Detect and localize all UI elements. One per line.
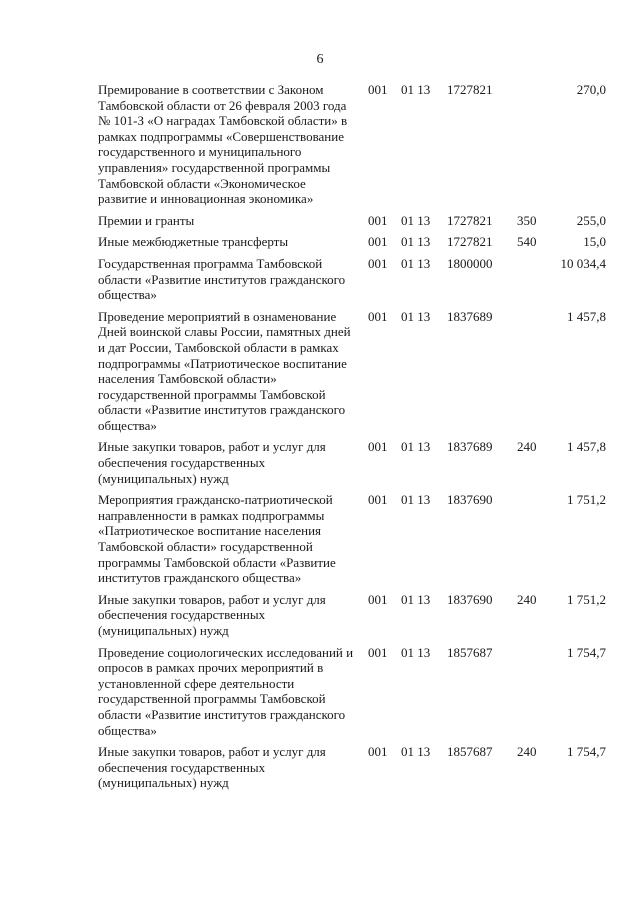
table-row <box>98 645 606 745</box>
row-section-code: 01 13 <box>401 591 431 607</box>
table-row <box>98 82 606 213</box>
row-expense-type: 540 <box>517 234 537 250</box>
row-amount: 1 754,7 <box>567 744 606 760</box>
row-target-article: 1857687 <box>447 744 493 760</box>
row-section-code: 01 13 <box>401 439 431 455</box>
row-expense-type: 350 <box>517 212 537 228</box>
row-section-code: 01 13 <box>401 234 431 250</box>
row-name: Мероприятия гражданско-патриотической направленности в рамках подпрограммы «Патриотическое воспитание населения Тамбовской области» государственной программы Тамбовской области «Развитие институтов гражданского общества» <box>98 492 336 586</box>
row-ved-code: 001 <box>368 644 388 660</box>
row-amount: 15,0 <box>583 234 606 250</box>
table-row <box>98 492 606 592</box>
row-amount: 1 751,2 <box>567 591 606 607</box>
row-name: Иные межбюджетные трансферты <box>98 234 289 250</box>
row-expense-type <box>509 256 551 309</box>
row-target-article: 1837689 <box>447 439 493 455</box>
table-row <box>98 234 606 256</box>
table-row <box>98 744 606 797</box>
row-target-article: 1727821 <box>447 234 493 250</box>
row-target-article: 1837689 <box>447 308 493 324</box>
row-name: Иные закупки товаров, работ и услуг для обеспечения государственных (муниципальных) нужд <box>98 744 326 791</box>
row-ved-code: 001 <box>368 744 388 760</box>
row-amount: 1 457,8 <box>567 439 606 455</box>
row-amount: 255,0 <box>576 212 606 228</box>
row-target-article: 1857687 <box>447 644 493 660</box>
page-number: 6 <box>316 52 324 67</box>
table-row <box>98 439 606 492</box>
row-target-article: 1837690 <box>447 492 493 508</box>
row-ved-code: 001 <box>368 492 388 508</box>
row-expense-type <box>509 492 551 592</box>
row-ved-code: 001 <box>368 234 388 250</box>
row-section-code: 01 13 <box>401 212 431 228</box>
row-amount: 270,0 <box>576 82 606 97</box>
row-name: Государственная программа Тамбовской области «Развитие институтов гражданского общества» <box>98 255 346 303</box>
row-ved-code: 001 <box>368 82 388 97</box>
row-ved-code: 001 <box>368 591 388 607</box>
row-ved-code: 001 <box>368 308 388 324</box>
row-target-article: 1727821 <box>447 212 493 228</box>
row-amount: 1 751,2 <box>567 492 606 508</box>
row-section-code: 01 13 <box>401 644 431 660</box>
table-row <box>98 592 606 645</box>
row-ved-code: 001 <box>368 439 388 455</box>
row-expense-type: 240 <box>517 744 537 760</box>
row-target-article: 1727821 <box>447 82 493 97</box>
row-name: Премирование в соответствии с Законом Тамбовской области от 26 февраля 2003 года № 101-З «О наградах Тамбовской области» в рамках подпрограммы «Совершенствование государственного и муниципального управления» государственной программы Тамбовской области «Экономическое развитие и инновационная экономика» <box>98 82 348 207</box>
row-section-code: 01 13 <box>401 82 431 97</box>
row-expense-type <box>509 82 551 213</box>
row-section-code: 01 13 <box>401 492 431 508</box>
row-amount: 1 457,8 <box>567 308 606 324</box>
row-section-code: 01 13 <box>401 255 431 271</box>
row-expense-type <box>509 645 551 745</box>
budget-table <box>98 82 606 797</box>
row-name: Иные закупки товаров, работ и услуг для обеспечения государственных (муниципальных) нужд <box>98 591 326 638</box>
row-name: Премии и гранты <box>98 212 195 228</box>
row-expense-type: 240 <box>517 591 537 607</box>
table-row <box>98 256 606 309</box>
row-name: Проведение социологических исследований и опросов в рамках прочих мероприятий в установленной сфере деятельности государственной программы Тамбовской области «Развитие институтов гражданского общества» <box>98 644 354 738</box>
row-expense-type <box>509 309 551 440</box>
table-row <box>98 213 606 235</box>
row-amount: 10 034,4 <box>560 255 606 271</box>
row-name: Проведение мероприятий в ознаменование Дней воинской славы России, памятных дней и дат России, Тамбовской области в рамках подпрограммы «Патриотическое воспитание населения Тамбовской области» государственной программы Тамбовской области «Развитие институтов гражданского общества» <box>98 308 351 433</box>
row-section-code: 01 13 <box>401 308 431 324</box>
row-section-code: 01 13 <box>401 744 431 760</box>
row-amount: 1 754,7 <box>567 644 606 660</box>
row-expense-type: 240 <box>517 439 537 455</box>
row-ved-code: 001 <box>368 212 388 228</box>
table-row <box>98 309 606 440</box>
row-target-article: 1837690 <box>447 591 493 607</box>
row-name: Иные закупки товаров, работ и услуг для обеспечения государственных (муниципальных) нужд <box>98 439 326 486</box>
table-body <box>98 82 606 797</box>
row-target-article: 1800000 <box>447 255 493 271</box>
row-ved-code: 001 <box>368 255 388 271</box>
